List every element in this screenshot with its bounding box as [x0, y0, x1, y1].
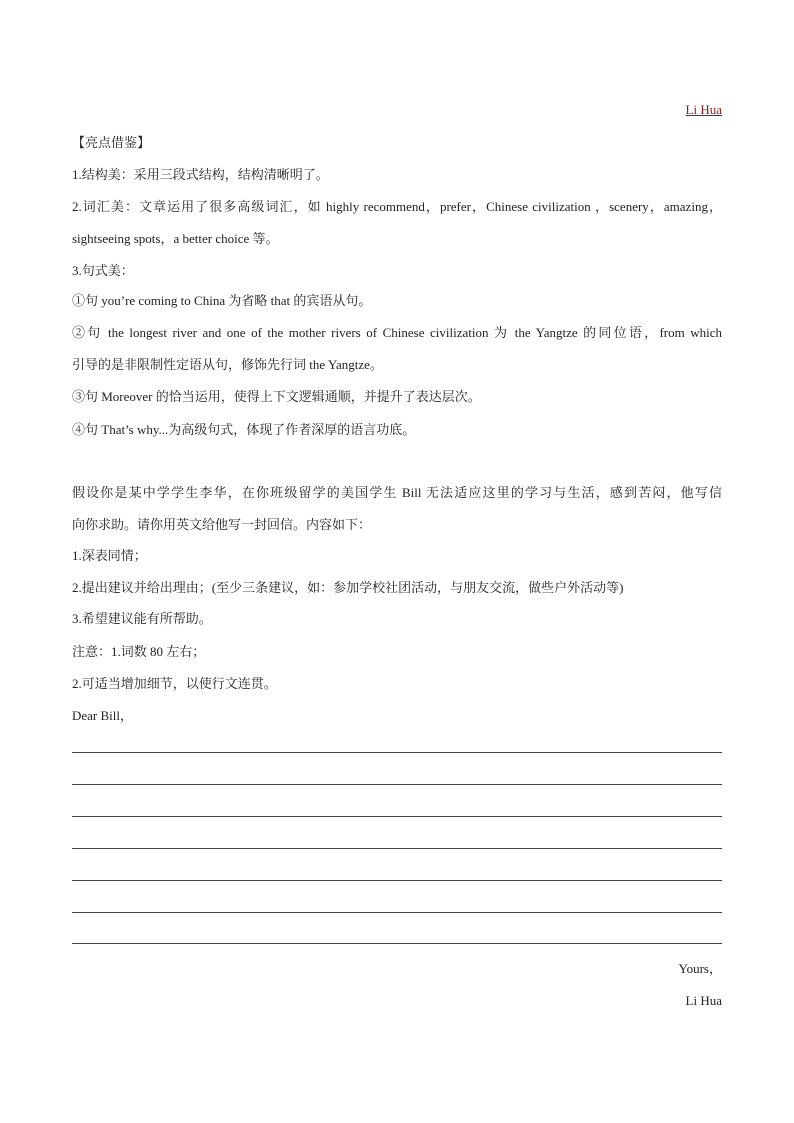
top-signature-text: Li Hua — [685, 102, 722, 117]
letter-salutation: Dear Bill， — [72, 708, 134, 723]
task-requirement-3: 3.希望建议能有所帮助。 — [72, 611, 212, 626]
task-requirement-2: 2.提出建议并给出理由；(至少三条建议，如：参加学校社团活动，与朋友交流，做些户外活动等) — [72, 580, 624, 595]
task-note-1: 注意：1.词数 80 左右； — [72, 644, 206, 659]
task-requirement-1: 1.深表同情； — [72, 548, 147, 563]
highlight-item-vocabulary-line2: sightseeing spots，a better choice 等。 — [72, 231, 279, 246]
highlights-heading: 【亮点借鉴】 — [72, 135, 151, 150]
task-note-2: 2.可适当增加细节，以使行文连贯。 — [72, 676, 277, 691]
task-prompt-line1: 假设你是某中学学生李华，在你班级留学的美国学生 Bill 无法适应这里的学习与生活，感到苦闷，他写信 — [72, 485, 722, 500]
writing-line-7[interactable] — [72, 943, 722, 944]
writing-line-2[interactable] — [72, 784, 722, 785]
highlight-item-sentence: 3.句式美： — [72, 263, 134, 278]
sentence-note-2-line2: 引导的是非限制性定语从句，修饰先行词 the Yangtze。 — [72, 357, 383, 372]
sentence-note-3: ③句 Moreover 的恰当运用，使得上下文逻辑通顺，并提升了表达层次。 — [72, 389, 481, 404]
letter-closing: Yours， — [678, 961, 722, 976]
writing-line-1[interactable] — [72, 752, 722, 753]
highlight-item-structure: 1.结构美：采用三段式结构，结构清晰明了。 — [72, 167, 329, 182]
task-prompt-line2: 向你求助。请你用英文给他写一封回信。内容如下： — [72, 517, 372, 532]
sentence-note-4: ④句 That’s why...为高级句式，体现了作者深厚的语言功底。 — [72, 422, 416, 437]
sentence-note-1: ①句 you’re coming to China 为省略 that 的宾语从句。 — [72, 293, 372, 308]
writing-line-3[interactable] — [72, 816, 722, 817]
letter-signature: Li Hua — [685, 993, 722, 1008]
highlight-item-vocabulary-line1: 2.词汇美：文章运用了很多高级词汇，如 highly recommend，prefer，Chinese civilization ，scenery，amazing， — [72, 199, 722, 214]
writing-line-6[interactable] — [72, 912, 722, 913]
writing-line-4[interactable] — [72, 848, 722, 849]
writing-line-5[interactable] — [72, 880, 722, 881]
sentence-note-2-line1: ②句 the longest river and one of the mother rivers of Chinese civilization 为 the Yangtze 的同位语，from which — [72, 325, 722, 340]
top-signature — [72, 100, 722, 120]
